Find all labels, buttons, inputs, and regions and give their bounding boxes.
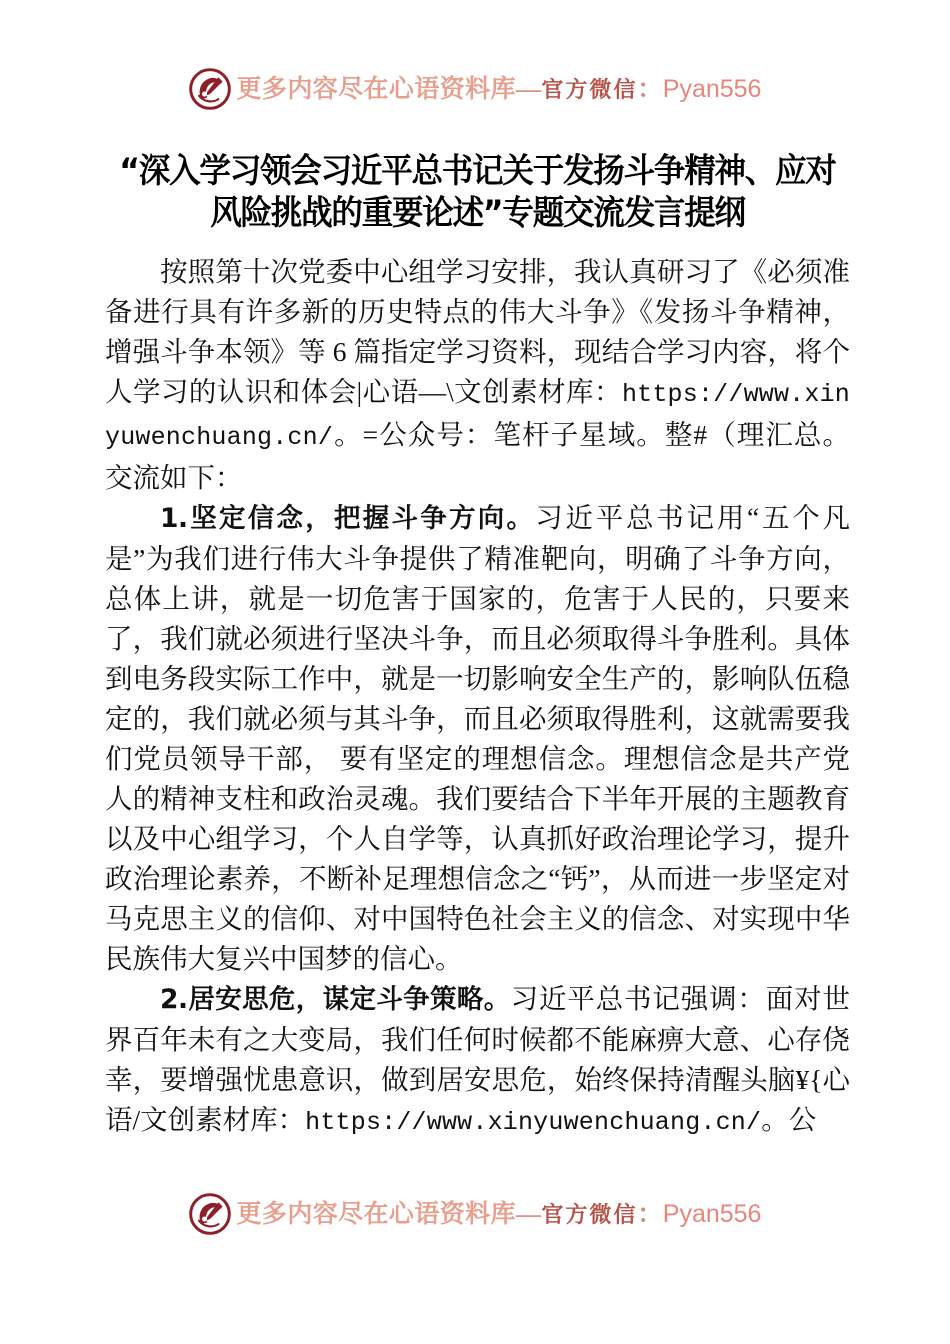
watermark-text xyxy=(236,74,762,103)
watermark-colon: ： xyxy=(637,1200,663,1228)
inline-url: https://www.xinyuwenchuang.cn/ xyxy=(305,1108,762,1137)
watermark-wechat-id: Pyan556 xyxy=(662,74,762,103)
watermark-text xyxy=(236,1199,762,1228)
paragraph-text-run: 。=公众号：笔杆子星域。整#（理汇总。交流如下： xyxy=(105,419,850,493)
watermark-primary-text: 更多内容尽在心语资料库 xyxy=(236,1200,516,1228)
watermark-header xyxy=(0,68,950,110)
watermark-dash: — xyxy=(515,1200,542,1228)
paragraph-text-run: ¥{心语/文创素材库： xyxy=(105,1064,851,1135)
paragraph-text-run: |心语—\文创素材库： xyxy=(356,376,622,407)
brush-circle-logo-icon xyxy=(189,1193,231,1235)
paragraph-text-run: 习近平总书记用“五个凡是”为我们进行伟大斗争提供了精准靶向，明确了斗争方向，总体上讲，就是一切危害于国家的，危害于人民的，只要来了，我们就必须进行坚决斗争，而且必须取得斗争胜利。具体到电务段实际工作中，就是一切影响安全生产的，影响队伍稳定的，我们就必须与其斗争，而且必须取得胜利，这就需要我们党员领导干部， 要有坚定的理想信念。理想信念是共产党人的精神支柱和政治灵魂。我们要结合下半年开展的主题教育以及中心组学习，个人自学等，认真抓好政治理论学习，提升政治理论素养，不断补足理想信念之“钙”，从而进一步坚定对马克思主义的信仰、对中国特色社会主义的信念、对实现中华民族伟大复兴中国梦的信心。 xyxy=(105,502,850,974)
section-heading: 1.坚定信念，把握斗争方向。 xyxy=(160,503,536,534)
watermark-primary-text: 更多内容尽在心语资料库 xyxy=(236,75,516,103)
paragraph-intro xyxy=(105,252,850,498)
paragraph-text-run: 。公 xyxy=(761,1104,817,1135)
document-body xyxy=(105,150,850,1143)
brush-circle-logo-icon xyxy=(189,68,231,110)
watermark-secondary-text: 官方微信 xyxy=(541,76,638,102)
section-heading: 2.居安思危，谋定斗争策略。 xyxy=(160,984,511,1015)
paragraph-text-run: 按照第十次党委中心组学习安排，我认真研习了《必须准备进行具有许多新的历史特点的伟大斗争》《发扬斗争精神，增强斗争本领》等 6 篇指定学习资料，现结合学习内容，将个人学习的认识和体会 xyxy=(105,256,850,407)
watermark-footer xyxy=(0,1193,950,1235)
paragraph-section-2 xyxy=(105,979,850,1143)
paragraph-text-run: 习近平总书记强调：面对世界百年未有之大变局，我们任何时候都不能麻痹大意、心存侥幸，要增强忧患意识，做到居安思危，始终保持清醒头脑 xyxy=(105,983,850,1095)
page-title: “深入学习领会习近平总书记关于发扬斗争精神、应对风险挑战的重要论述”专题交流发言提纲 xyxy=(119,152,836,233)
inline-url: https://www.xinyuwenchuang.cn/ xyxy=(105,380,850,452)
watermark-dash: — xyxy=(515,75,542,103)
watermark-wechat-id: Pyan556 xyxy=(662,1199,762,1228)
paragraph-section-1 xyxy=(105,498,850,979)
watermark-colon: ： xyxy=(637,75,663,103)
watermark-secondary-text: 官方微信 xyxy=(541,1201,638,1227)
